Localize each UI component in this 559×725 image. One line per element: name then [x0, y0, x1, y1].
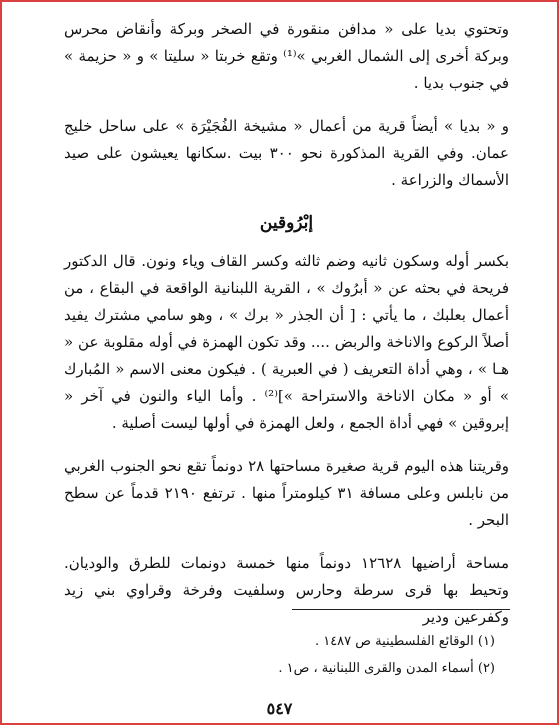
paragraph: وتحتوي بديا على « مدافن منقورة في الصخر وبركة وأنقاض محرس وبركة أخرى إلى الشمال الغربي »⁽¹⁾ وتقع خربتا « سليتا » و « حزيمة » في جنوب بديا .	[64, 20, 509, 92]
paragraph: مساحة أراضيها ١٢٦٢٨ دونماً منها خمسة دونمات للطرق والوديان. وتحيط بها قرى سرطة وحارس وسلفيت وفرخة وقراوي بني زيد وكفرعين ودير	[64, 554, 509, 626]
footnotes	[64, 628, 495, 682]
page-body	[64, 16, 509, 647]
paragraph: بكسر أوله وسكون ثانيه وضم ثالثه وكسر القاف وياء ونون. قال الدكتور فريحة في بحثه عن « أبرُوك » ، القرية اللبنانية الواقعة في البقاع ، من أعمال بعلبك ، ما يأتي : [ أن الجذر « برك » ، وهو سامي مشترك يفيد أصلاً الركوع والاناخة والربض .... وقد تكون الهمزة في أوله مقلوبة عن « هـا » ، وهي أداة التعريف ( في العبرية ) . فيكون معنى الاسم « المُبارك » أو « مكان الاناخة والاستراحة »]⁽²⁾ . وأما الياء والنون في آخر « إبروقين » فهي أداة الجمع ، ولعل الهمزة في أولها ليست أصلية .	[64, 252, 510, 432]
paragraph: و « بديا » أيضاً قرية من أعمال « مشيخة الفُجَيْرَة » على ساحل خليج عمان. وفي القرية المذكورة نحو ٣٠٠ بيت .سكانها يعيشون على صيد الأسماك والزراعة .	[64, 117, 509, 189]
footnote: (١) الوقائع الفلسطينية ص ١٤٨٧ .	[314, 634, 495, 649]
footnote: (٢) أسماء المدن والقرى اللبنانية ، ص١ .	[278, 661, 495, 676]
footnote-divider	[292, 609, 510, 610]
section-heading: إبْرُوقين	[259, 213, 314, 233]
paragraph: وقريتنا هذه اليوم قرية صغيرة مساحتها ٢٨ دونماً تقع نحو الجنوب الغربي من نابلس وعلى مسافة ٣١ كيلومتراً منها . ترتفع ٢١٩٠ قدماً عن سطح البحر .	[64, 457, 509, 529]
page-number: ٥٤٧	[266, 699, 293, 718]
